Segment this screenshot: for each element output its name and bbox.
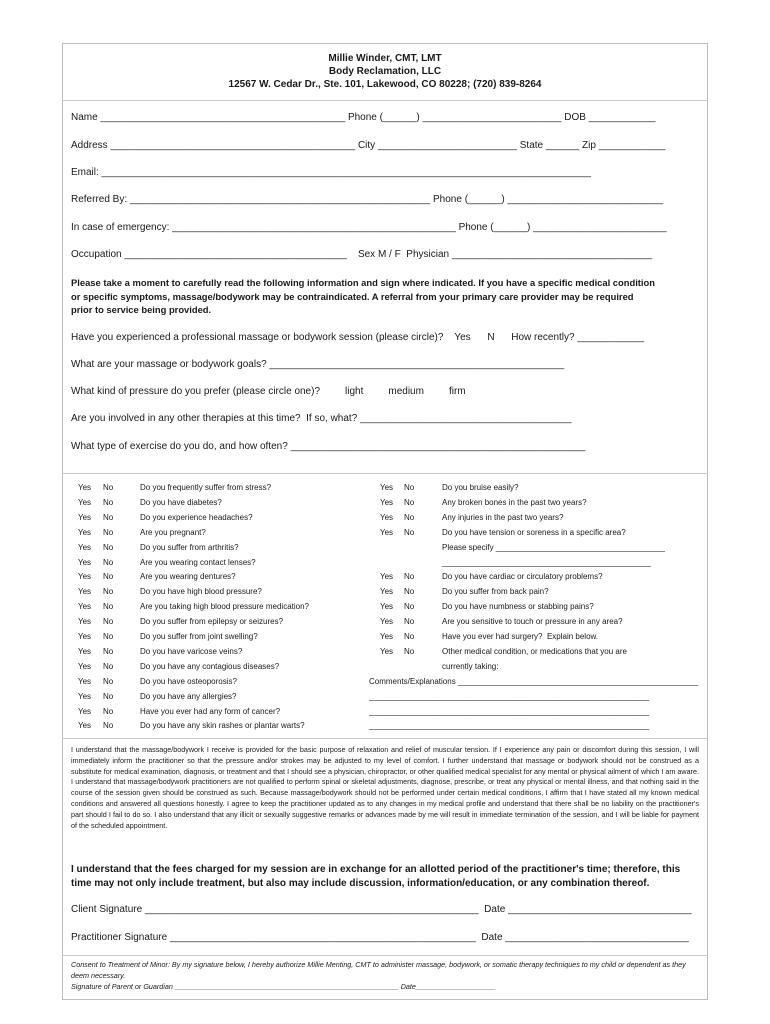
checklist-question: Do you have numbness or stabbing pains? <box>442 602 594 612</box>
no-option[interactable]: No <box>103 661 114 671</box>
checklist-question: Do you suffer from epilepsy or seizures? <box>140 617 284 627</box>
checklist-question: Do you have any skin rashes or plantar warts? <box>140 721 305 731</box>
checklist-question: Have you ever had surgery? Explain below. <box>442 632 599 641</box>
no-option[interactable]: No <box>404 646 415 656</box>
no-option[interactable]: No <box>404 587 415 597</box>
occupation-field[interactable]: Occupation ________________________________________ Sex M / F Physician ____________________________________ <box>71 249 653 260</box>
checklist-question: Are you taking high blood pressure medication? <box>140 602 309 612</box>
yes-option[interactable]: Yes <box>78 527 92 537</box>
checklist-question: Do you suffer from back pain? <box>442 587 549 597</box>
no-option[interactable]: No <box>404 617 415 627</box>
referred-by-field[interactable]: Referred By: ______________________________________________________ Phone (______) ____________________________ <box>71 194 664 205</box>
yes-option[interactable]: Yes <box>380 602 394 612</box>
guardian-signature-field[interactable]: Signature of Parent or Guardian ________________________________________________________ Date____________________ <box>71 982 496 991</box>
checklist-question: Do you have cardiac or circulatory problems? <box>442 572 603 582</box>
question-previous-massage[interactable]: Have you experienced a professional massage or bodywork session (please circle)? Yes N How recently? ____________ <box>71 332 645 343</box>
address-field[interactable]: Address ____________________________________________ City _________________________ State ______ Zip ____________ <box>71 140 666 151</box>
no-option[interactable]: No <box>103 557 114 567</box>
comments-field[interactable]: Comments/Explanations ______________________________________________________ <box>369 676 699 686</box>
no-option[interactable]: No <box>103 632 114 641</box>
yes-option[interactable]: Yes <box>380 617 394 627</box>
checklist-question: Do you have varicose veins? <box>140 646 243 656</box>
emergency-contact-field[interactable]: In case of emergency: ___________________________________________________ Phone (______) ________________________ <box>71 222 667 233</box>
no-option[interactable]: No <box>103 676 114 686</box>
yes-option[interactable]: Yes <box>78 691 92 701</box>
question-other-therapies[interactable]: Are you involved in any other therapies at this time? If so, what? ______________________________________ <box>71 413 572 424</box>
business-address: 12567 W. Cedar Dr., Ste. 101, Lakewood, CO 80228; (720) 839-8264 <box>228 79 542 90</box>
checklist-question: Do you have any allergies? <box>140 691 237 701</box>
checklist-question: Do you suffer from arthritis? <box>140 542 239 552</box>
no-option[interactable]: No <box>103 572 114 582</box>
questions-divider <box>62 473 708 474</box>
no-option[interactable]: No <box>103 527 114 537</box>
checklist-question: Do you bruise easily? <box>442 483 519 492</box>
no-option[interactable]: No <box>404 632 415 641</box>
yes-option[interactable]: Yes <box>78 512 92 522</box>
yes-option[interactable]: Yes <box>380 497 394 507</box>
no-option[interactable]: No <box>103 483 114 492</box>
checklist-question: Any broken bones in the past two years? <box>442 497 587 507</box>
checklist-question: Are you sensitive to touch or pressure in any area? <box>442 617 623 627</box>
yes-option[interactable]: Yes <box>78 632 92 641</box>
no-option[interactable]: No <box>103 602 114 612</box>
no-option[interactable]: No <box>404 602 415 612</box>
comments-line[interactable]: _______________________________________________________________ <box>369 706 650 716</box>
practitioner-signature-field[interactable]: Practitioner Signature _______________________________________________________ Date _________________________________ <box>71 932 689 943</box>
yes-option[interactable]: Yes <box>380 587 394 597</box>
checklist-divider <box>62 738 708 739</box>
checklist-question: Do you have osteoporosis? <box>140 676 237 686</box>
disclaimer-paragraph: I understand that the massage/bodywork I receive is provided for the basic purpose of relaxation and relief of muscular tension. If I experience any pain or discomfort during this session, I will immediately inform the practitioner so that the pressure and/or strokes may be adjusted to my level of comfort. I further understand that massage or bodywork should not be construed as a substitute for medical examination, diagnosis, or treatment and that I should see a physician, chiropractor, or other qualified medical specialist for any mental or physical ailment of which I am aware. I understand that massage/bodywork practitioners are not qualified to perform spinal or skeletal adjustments, diagnose, prescribe, or treat any physical or mental illness, and that nothing said in the course of the session given should be construed as such. Because massage/bodywork should not be performed under certain medical conditions, I affirm that I have stated all my known medical conditions and answered all questions honestly. I agree to keep the practitioner updated as to any changes in my medical profile and understand that there shall be no liability on the practitioner's part should I fail to do so. I also understand that any illicit or sexually suggestive remarks or advances made by me will result in immediate termination of the session, and I will be liable for payment of the scheduled appointment. <box>71 745 699 830</box>
checklist-question: Do you have diabetes? <box>140 497 222 507</box>
no-option[interactable]: No <box>103 497 114 507</box>
no-option[interactable]: No <box>103 691 114 701</box>
yes-option[interactable]: Yes <box>380 632 394 641</box>
email-field[interactable]: Email: ________________________________________________________________________________________ <box>71 167 591 178</box>
no-option[interactable]: No <box>103 706 114 716</box>
yes-option[interactable]: Yes <box>380 646 394 656</box>
no-option[interactable]: No <box>404 483 415 492</box>
yes-option[interactable]: Yes <box>78 706 92 716</box>
yes-option[interactable]: Yes <box>78 587 92 597</box>
question-exercise[interactable]: What type of exercise do you do, and how often? _____________________________________________________ <box>71 441 586 452</box>
comments-line[interactable]: _______________________________________________________________ <box>369 721 650 731</box>
business-name: Body Reclamation, LLC <box>328 66 442 77</box>
yes-option[interactable]: Yes <box>380 527 394 537</box>
checklist-question: Have you ever had any form of cancer? <box>140 706 281 716</box>
no-option[interactable]: No <box>103 587 114 597</box>
checklist-question: Are you wearing contact lenses? <box>140 557 256 567</box>
no-option[interactable]: No <box>404 527 415 537</box>
checklist-question: Do you experience headaches? <box>140 512 253 522</box>
practitioner-name: Millie Winder, CMT, LMT <box>328 53 442 64</box>
checklist-question: Do you have any contagious diseases? <box>140 661 280 671</box>
yes-option[interactable]: Yes <box>380 572 394 582</box>
yes-option[interactable]: Yes <box>380 483 394 492</box>
yes-option[interactable]: Yes <box>78 483 92 492</box>
no-option[interactable]: No <box>404 512 415 522</box>
checklist-question: currently taking: <box>442 661 499 671</box>
yes-option[interactable]: Yes <box>78 676 92 686</box>
checklist-question: Are you wearing dentures? <box>140 572 236 582</box>
no-option[interactable]: No <box>103 512 114 522</box>
question-pressure[interactable]: What kind of pressure do you prefer (please circle one)? light medium firm <box>71 386 466 397</box>
yes-option[interactable]: Yes <box>78 602 92 612</box>
no-option[interactable]: No <box>103 721 114 731</box>
yes-option[interactable]: Yes <box>78 721 92 731</box>
yes-option[interactable]: Yes <box>78 617 92 627</box>
checklist-question: Do you have high blood pressure? <box>140 587 262 597</box>
yes-option[interactable]: Yes <box>380 512 394 522</box>
checklist-question: Do you frequently suffer from stress? <box>140 483 272 492</box>
yes-option[interactable]: Yes <box>78 557 92 567</box>
no-option[interactable]: No <box>103 542 114 552</box>
minor-consent-text: Consent to Treatment of Minor: By my signature below, I hereby authorize Millie Menting, CMT to administer massage, bodywork, or somatic therapy techniques to my child or dependent as they deem necessary. <box>71 960 686 980</box>
no-option[interactable]: No <box>404 497 415 507</box>
yes-option[interactable]: Yes <box>78 497 92 507</box>
checklist-question: Please specify ______________________________________ <box>442 542 665 552</box>
yes-option[interactable]: Yes <box>78 572 92 582</box>
name-field[interactable]: Name ____________________________________________ Phone (______) _________________________ DOB ____________ <box>71 112 656 123</box>
signature-divider <box>62 955 708 956</box>
checklist-question: Are you pregnant? <box>140 527 206 537</box>
checklist-question: Any injuries in the past two years? <box>442 512 564 522</box>
yes-option[interactable]: Yes <box>78 661 92 671</box>
no-option[interactable]: No <box>103 646 114 656</box>
question-goals[interactable]: What are your massage or bodywork goals? _____________________________________________________ <box>71 359 565 370</box>
header-divider <box>62 100 708 101</box>
no-option[interactable]: No <box>404 572 415 582</box>
checklist-question: _______________________________________________ <box>442 557 652 567</box>
checklist-question: Do you suffer from joint swelling? <box>140 632 258 641</box>
notice-paragraph: Please take a moment to carefully read the following information and sign where indicated. If you have a specific medical condition or specific symptoms, massage/bodywork may be contraindicated. A referral from your primary care provider may be required prior to service being provided. <box>71 277 655 315</box>
yes-option[interactable]: Yes <box>78 646 92 656</box>
yes-option[interactable]: Yes <box>78 542 92 552</box>
client-signature-field[interactable]: Client Signature ____________________________________________________________ Date _________________________________ <box>71 904 692 915</box>
comments-line[interactable]: _______________________________________________________________ <box>369 691 650 701</box>
checklist-question: Do you have tension or soreness in a specific area? <box>442 527 626 537</box>
fees-statement: I understand that the fees charged for my session are in exchange for an allotted period of the practitioner's time; therefore, this time may not only include treatment, but also may include discussion, information/education, or any combination thereof. <box>71 864 681 889</box>
no-option[interactable]: No <box>103 617 114 627</box>
checklist-question: Other medical condition, or medications that you are <box>442 646 627 656</box>
